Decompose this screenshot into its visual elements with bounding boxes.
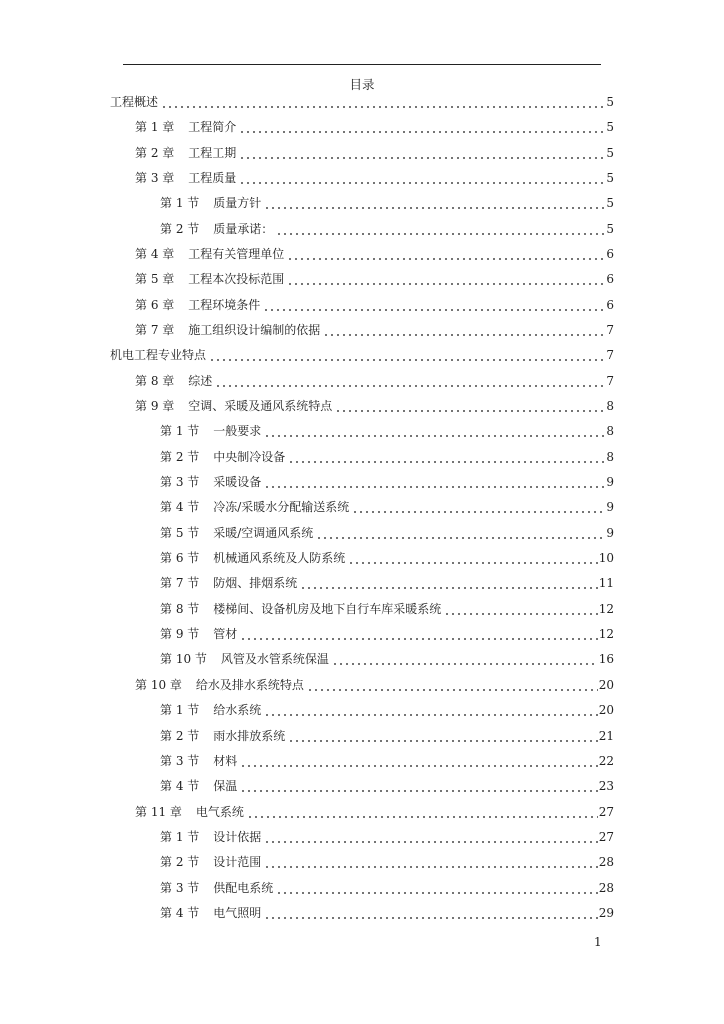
toc-entry-page: 27 [598,829,614,844]
toc-entry-title: 机电工程专业特点 [110,348,207,363]
toc-entry-number: 第 4 节 [160,905,200,920]
dot-leader [237,169,605,187]
toc-entry-title: 工程工期 [188,145,237,160]
toc-entry-page: 5 [606,120,614,135]
toc-entry-title: 一般要求 [213,424,262,439]
dot-leader [262,701,597,719]
toc-entry-number: 第 9 节 [160,627,200,642]
toc-entry[interactable] [135,803,614,821]
dot-leader [274,879,597,897]
toc-entry[interactable] [160,194,614,212]
header-rule [123,64,601,65]
toc-entry-page: 7 [606,348,614,363]
toc-entry-number: 第 1 节 [160,703,200,718]
dot-leader [350,498,605,516]
toc-entry-number: 第 8 章 [135,373,175,388]
toc-entry[interactable] [160,524,614,542]
toc-entry-number: 第 3 节 [160,475,200,490]
toc-entry-title: 工程环境条件 [188,297,261,312]
toc-entry-number: 第 6 章 [135,297,175,312]
toc-entry-title: 工程本次投标范围 [188,272,285,287]
toc-entry-title: 工程质量 [188,171,237,186]
toc-entry-title: 冷冻/采暖水分配输送系统 [213,500,350,515]
toc-entry-title: 风管及水管系统保温 [220,652,329,667]
dot-leader [346,549,597,567]
toc-entry-number: 第 1 章 [135,120,175,135]
toc-entry[interactable] [135,169,614,187]
toc-entry[interactable] [135,676,614,694]
dot-leader [330,650,598,668]
toc-entry-page: 7 [606,373,614,388]
toc-entry-page: 8 [606,449,614,464]
toc-entry-page: 5 [606,171,614,186]
toc-entry-title: 质量方针 [213,196,262,211]
dot-leader [442,600,597,618]
dot-leader [261,296,605,314]
toc-entry-page: 5 [606,95,614,109]
dot-leader [159,93,605,111]
toc-entry-number: 第 1 节 [160,424,200,439]
toc-entry[interactable] [135,144,614,162]
toc-entry-title: 管材 [213,627,238,642]
toc-entry-page: 6 [606,297,614,312]
toc-entry-number: 第 4 节 [160,500,200,515]
toc-entry-number: 第 9 章 [135,399,175,414]
toc-entry-page: 6 [606,247,614,262]
toc-entry[interactable] [110,93,614,111]
toc-entry[interactable] [135,245,614,263]
dot-leader [305,676,598,694]
toc-entry[interactable] [160,600,614,618]
toc-entry-title: 机械通风系统及人防系统 [213,551,346,566]
toc-entry-title: 综述 [188,373,213,388]
toc-entry-title: 质量承诺： [213,221,274,236]
toc-entry-page: 28 [598,880,614,895]
toc-entry-page: 5 [606,145,614,160]
toc-entry-number: 第 1 节 [160,196,200,211]
toc-entry[interactable] [160,828,614,846]
toc-entry-number: 第 10 节 [160,652,207,667]
toc-entry-page: 9 [606,525,614,540]
toc-entry-title: 雨水排放系统 [213,728,286,743]
toc-entry-number: 第 2 章 [135,145,175,160]
toc-entry[interactable] [160,650,614,668]
toc-entry[interactable] [160,727,614,745]
dot-leader [238,777,597,795]
dot-leader [285,245,605,263]
toc-entry-number: 第 7 章 [135,323,175,338]
dot-leader [286,448,605,466]
toc-entry-title: 空调、采暖及通风系统特点 [188,399,333,414]
toc-entry-page: 29 [598,905,614,920]
toc-entry-title: 施工组织设计编制的依据 [188,323,321,338]
dot-leader [238,625,597,643]
dot-leader [207,346,605,364]
dot-leader [314,524,605,542]
toc-entry[interactable] [110,346,614,364]
toc-entry-title: 工程简介 [188,120,237,135]
toc-entry[interactable] [160,853,614,871]
toc-entry[interactable] [160,701,614,719]
toc-entry-title: 电气照明 [213,905,262,920]
toc-entry-page: 5 [606,221,614,236]
toc-entry-title: 材料 [213,753,238,768]
toc-entry-title: 工程有关管理单位 [188,247,285,262]
toc-entry[interactable] [160,625,614,643]
dot-leader [262,473,605,491]
toc-entry-page: 20 [598,703,614,718]
toc-entry[interactable] [135,397,614,415]
toc-entry-title: 工程概述 [110,95,159,109]
toc-title: 目录 [349,77,375,92]
toc-entry-page: 9 [606,475,614,490]
toc-entry-title: 供配电系统 [213,880,274,895]
dot-leader [213,372,605,390]
dot-leader [237,118,605,136]
toc-entry-page: 28 [598,855,614,870]
toc-entry-page: 11 [598,576,614,591]
toc-entry-number: 第 5 章 [135,272,175,287]
toc-entry-number: 第 4 节 [160,779,200,794]
dot-leader [286,727,597,745]
toc-entry-page: 16 [598,652,614,667]
dot-leader [285,270,605,288]
toc-entry-page: 27 [598,804,614,819]
dot-leader [262,422,605,440]
toc-entry-page: 9 [606,500,614,515]
toc-entry-number: 第 7 节 [160,576,200,591]
toc-entry-number: 第 10 章 [135,677,182,692]
page-number: 1 [594,935,602,949]
toc-entry-number: 第 2 节 [160,855,200,870]
toc-entry-title: 设计依据 [213,829,262,844]
toc-entry-page: 8 [606,399,614,414]
toc-entry-title: 设计范围 [213,855,262,870]
toc-entry-number: 第 1 节 [160,829,200,844]
toc-entry-number: 第 2 节 [160,449,200,464]
toc-entry-number: 第 3 节 [160,880,200,895]
dot-leader [333,397,605,415]
dot-leader [262,194,605,212]
toc-entry-number: 第 11 章 [135,804,182,819]
toc-entry-title: 给水及排水系统特点 [195,677,304,692]
toc-entry-page: 6 [606,272,614,287]
toc-entry[interactable] [135,296,614,314]
toc-entry-number: 第 5 节 [160,525,200,540]
toc-entry-page: 8 [606,424,614,439]
toc-entry-title: 保温 [213,779,238,794]
toc-entry-title: 楼梯间、设备机房及地下自行车库采暖系统 [213,601,442,616]
toc-entry-title: 电气系统 [195,804,244,819]
toc-entry-title: 防烟、排烟系统 [213,576,298,591]
toc-entry[interactable] [160,879,614,897]
dot-leader [262,828,597,846]
toc-entry-number: 第 2 节 [160,728,200,743]
toc-entry-page: 21 [598,728,614,743]
toc-entry[interactable] [135,118,614,136]
toc-entry-page: 12 [598,601,614,616]
toc-entry[interactable] [160,904,614,922]
toc-entry-page: 23 [598,779,614,794]
toc-entry[interactable] [160,498,614,516]
toc-entry-page: 10 [598,551,614,566]
toc-entry-page: 7 [606,323,614,338]
toc-entry[interactable] [135,321,614,339]
toc-entry-number: 第 3 节 [160,753,200,768]
dot-leader [298,574,597,592]
toc-entry[interactable] [160,777,614,795]
toc-entry-page: 22 [598,753,614,768]
dot-leader [238,752,597,770]
toc-entry[interactable] [135,372,614,390]
toc-entry-page: 12 [598,627,614,642]
toc-entry[interactable] [135,270,614,288]
toc-entry[interactable] [160,752,614,770]
toc-entry-number: 第 4 章 [135,247,175,262]
toc-entry-number: 第 3 章 [135,171,175,186]
toc-entry-number: 第 8 节 [160,601,200,616]
dot-leader [237,144,605,162]
dot-leader [274,220,605,238]
toc-entry[interactable] [160,422,614,440]
dot-leader [245,803,598,821]
toc-entry[interactable] [160,473,614,491]
toc-entry-title: 中央制冷设备 [213,449,286,464]
dot-leader [262,853,597,871]
dot-leader [321,321,605,339]
toc-entry[interactable] [160,448,614,466]
toc-entry-title: 采暖设备 [213,475,262,490]
toc-entry[interactable] [160,220,614,238]
toc-entry-title: 给水系统 [213,703,262,718]
toc-entry[interactable] [160,574,614,592]
dot-leader [262,904,597,922]
toc-entry-page: 20 [598,677,614,692]
toc-entry-title: 采暖/空调通风系统 [213,525,314,540]
toc-entry-number: 第 2 节 [160,221,200,236]
toc-entry[interactable] [160,549,614,567]
toc-entry-page: 5 [606,196,614,211]
toc-entry-number: 第 6 节 [160,551,200,566]
